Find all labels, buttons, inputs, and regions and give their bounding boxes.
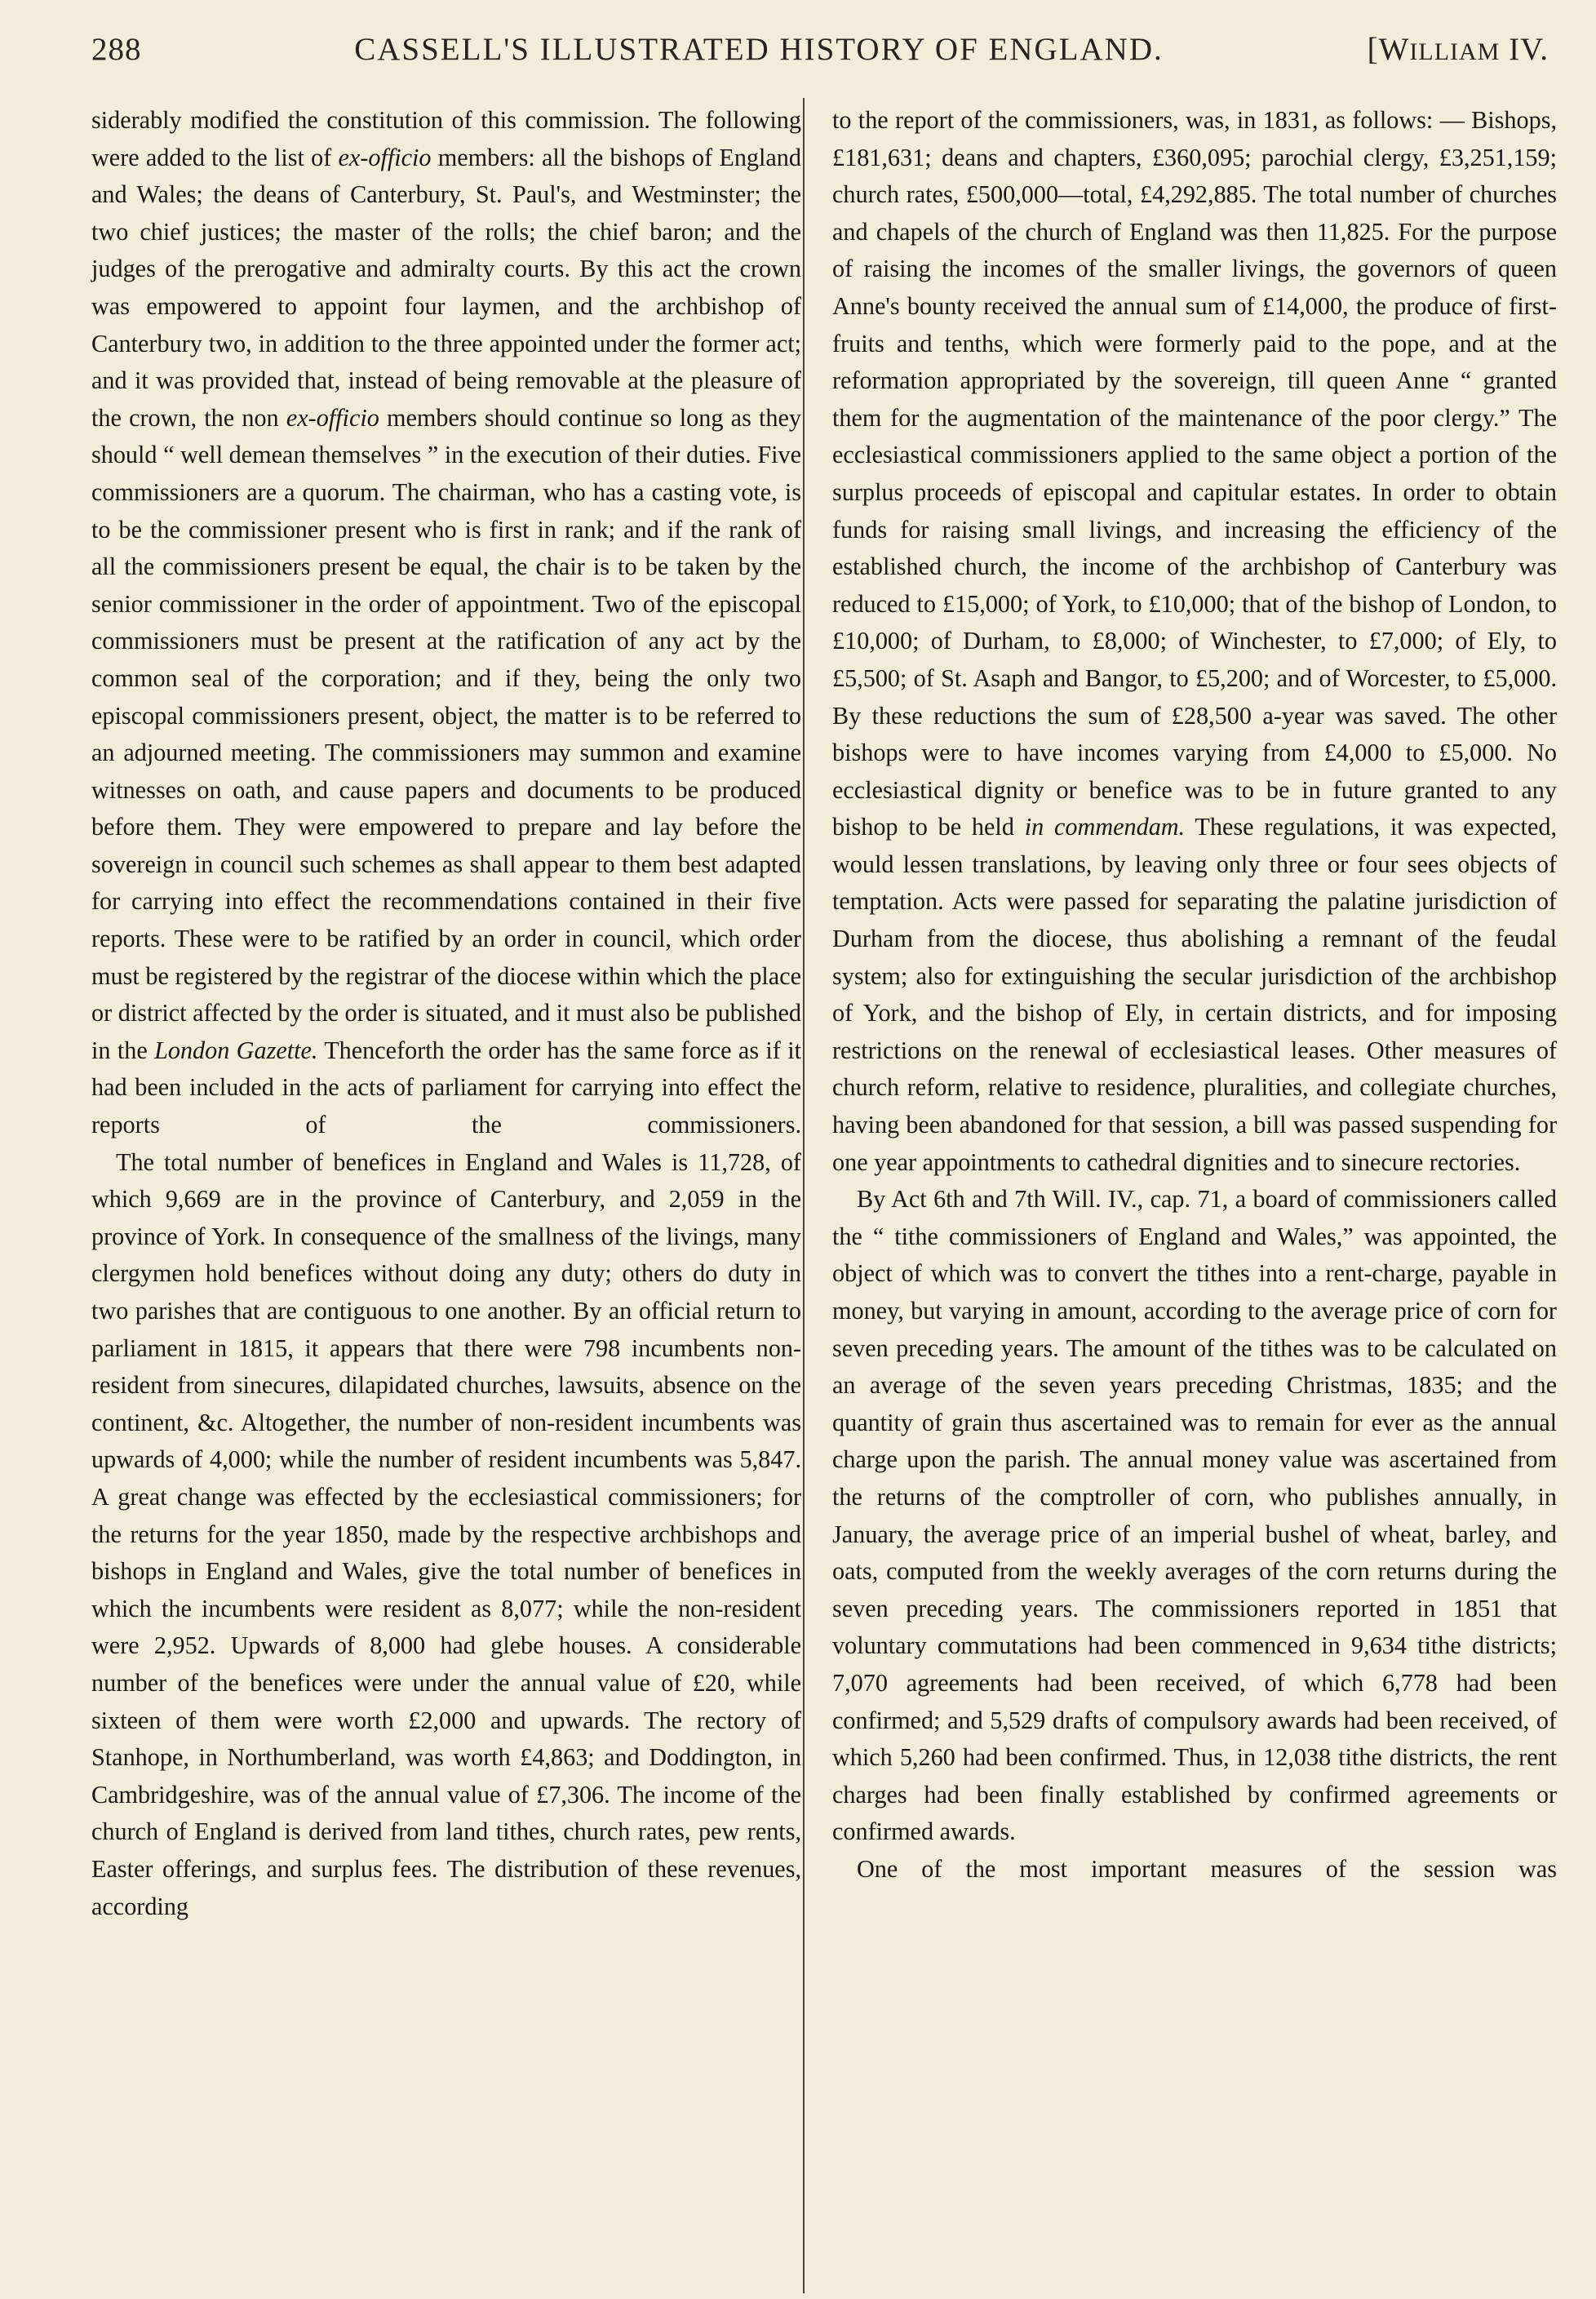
- text-run: to the report of the commissioners, was, in 1831, as follows: — Bishops, £181,631; deans and chapters, £360,095; parochial clergy, £3,251,159; church rates, £500,000—total, £4,292,885. The total number of churches and chapels of the church of England was then 11,825. For the purpose of raising the incomes of the smaller livings, the governors of queen Anne's bounty received the annual sum of £14,000, the produce of first-fruits and tenths, which were formerly paid to the pope, and at the reformation appropriated by the sovereign, till queen Anne “ granted them for the augmentation of the maintenance of the poor clergy.” The ecclesiastical commissioners applied to the same object a portion of the surplus proceeds of episcopal and capitular estates. In order to obtain funds for raising small livings, and increasing the efficiency of the established church, the income of the archbishop of Canterbury was reduced to £15,000; of York, to £10,000; that of the bishop of London, to £10,000; of Durham, to £8,000; of Winchester, to £7,000; of Ely, to £5,500; of St. Asaph and Bangor, to £5,200; and of Worcester, to £5,000. By these reductions the sum of £28,500 a-year was saved. The other bishops were to have incomes varying from £4,000 to £5,000. No ecclesiastical dignity or benefice was to be in future granted to any bishop to be held: [832, 106, 1557, 841]
- page-number: 288: [91, 32, 142, 67]
- italic-title: London Gazette.: [154, 1036, 318, 1064]
- right-paragraph-1: [832, 102, 1557, 1181]
- italic-term: ex-officio: [338, 143, 432, 171]
- section-initial: W: [1378, 32, 1410, 67]
- left-paragraph-1: [91, 102, 801, 1144]
- text-run: members: all the bishops of England and Wales; the deans of Canterbury, St. Paul's, and Westminster; the two chief justices; the master of the rolls; the chief baron; and the judges of the prerogative and admiralty courts. By this act the crown was empowered to appoint four laymen, and the archbishop of Canterbury two, in addition to the three appointed under the former act; and it was provided that, instead of being removable at the pleasure of the crown, the non: [91, 143, 801, 432]
- text-run: Thenceforth the order has the same force as if it had been included in the acts of parliament for carrying into effect the reports of the commissioners.: [91, 1036, 801, 1139]
- left-paragraph-2: The total number of benefices in England and Wales is 11,728, of which 9,669 are in the province of Canterbury, and 2,059 in the province of York. In consequence of the smallness of the livings, many clergymen hold benefices without doing any duty; others do duty in two parishes that are contiguous to one another. By an official return to parliament in 1815, it appears that there were 798 incumbents non-resident from sinecures, dilapidated churches, lawsuits, absence on the continent, &c. Altogether, the number of non-resident incumbents was upwards of 4,000; while the number of resident incumbents was 5,847. A great change was effected by the ecclesiastical commissioners; for the returns for the year 1850, made by the respective archbishops and bishops in England and Wales, give the total number of benefices in which the incumbents were resident as 8,077; while the non-resident were 2,952. Upwards of 8,000 had glebe houses. A considerable number of the benefices were under the annual value of £20, while sixteen of them were worth £2,000 and upwards. The rectory of Stanhope, in Northumberland, was worth £4,863; and Doddington, in Cambridgeshire, was of the annual value of £7,306. The income of the church of England is derived from land tithes, church rates, pew rents, Easter offerings, and surplus fees. The distribution of these revenues, according: [91, 1147, 801, 1920]
- section-label: [1304, 31, 1549, 68]
- text-run: These regulations, it was expected, would lessen translations, by leaving only three or four sees objects of temptation. Acts were passed for separating the palatine jurisdiction of Durham from the diocese, thus abolishing a remnant of the feudal system; also for extinguishing the secular jurisdiction of the archbishop of York, and the bishop of Ely, in certain districts, and for imposing restrictions on the renewal of ecclesiastical leases. Other measures of church reform, relative to residence, pluralities, and collegiate churches, having been abandoned for that session, a bill was passed suspending for one year appointments to cathedral dignities and to sinecure rectories.: [832, 813, 1557, 1176]
- text-run: members should continue so long as they should “ well demean themselves ” in the execution of their duties. Five commissioners are a quorum. The chairman, who has a casting vote, is to be the commissioner present who is first in rank; and if the rank of all the commissioners present be equal, the chair is to be taken by the senior commissioner in the order of appointment. Two of the episcopal commissioners must be present at the ratification of any act by the common seal of the corporation; and if they, being the only two episcopal commissioners present, object, the matter is to be referred to an adjourned meeting. The commissioners may summon and examine witnesses on oath, and cause papers and documents to be produced before them. They were empowered to prepare and lay before the sovereign in council such schemes as shall appear to them best adapted for carrying into effect the recommendations contained in their five reports. These were to be ratified by an order in council, which order must be registered by the registrar of the diocese within which the place or district affected by the order is situated, and it must also be published in the: [91, 403, 801, 1064]
- right-paragraph-3: One of the most important measures of the session was: [857, 1854, 1557, 1883]
- right-paragraph-2: By Act 6th and 7th Will. IV., cap. 71, a board of commissioners called the “ tithe commissioners of England and Wales,” was appointed, the object of which was to convert the tithes into a rent-charge, payable in money, but varying in amount, according to the average price of corn for seven preceding years. The amount of the tithes was to be calculated on an average of the seven years preceding Christmas, 1835; and the quantity of grain thus ascertained was to remain for ever as the annual charge upon the parish. The annual money value was ascertained from the returns of the comptroller of corn, who publishes annually, in January, the average price of an imperial bushel of wheat, barley, and oats, computed from the weekly averages of the corn returns during the seven preceding years. The commissioners reported in 1851 that voluntary commutations had been commenced in 9,634 tithe districts; 7,070 agreements had been received, of which 6,778 had been confirmed; and 5,529 drafts of compulsory awards had been received, of which 5,260 had been confirmed. Thus, in 12,038 tithe districts, the rent charges had been finally established by confirmed agreements or confirmed awards.: [832, 1185, 1557, 1846]
- section-rest: ILLIAM: [1409, 38, 1501, 65]
- italic-term: ex-officio: [286, 403, 379, 432]
- column-rule: [803, 98, 805, 2293]
- italic-term: in commendam.: [1024, 813, 1186, 841]
- left-column: [91, 102, 801, 1925]
- right-column: [832, 102, 1557, 1888]
- text-run: siderably modified the constitution of this commission. The following were added to the list of: [91, 106, 801, 171]
- running-title: CASSELL'S ILLUSTRATED HISTORY OF ENGLAND.: [354, 32, 1164, 67]
- running-header: [91, 31, 1549, 72]
- section-bracket: [: [1367, 32, 1379, 67]
- section-numeral: IV.: [1509, 32, 1549, 67]
